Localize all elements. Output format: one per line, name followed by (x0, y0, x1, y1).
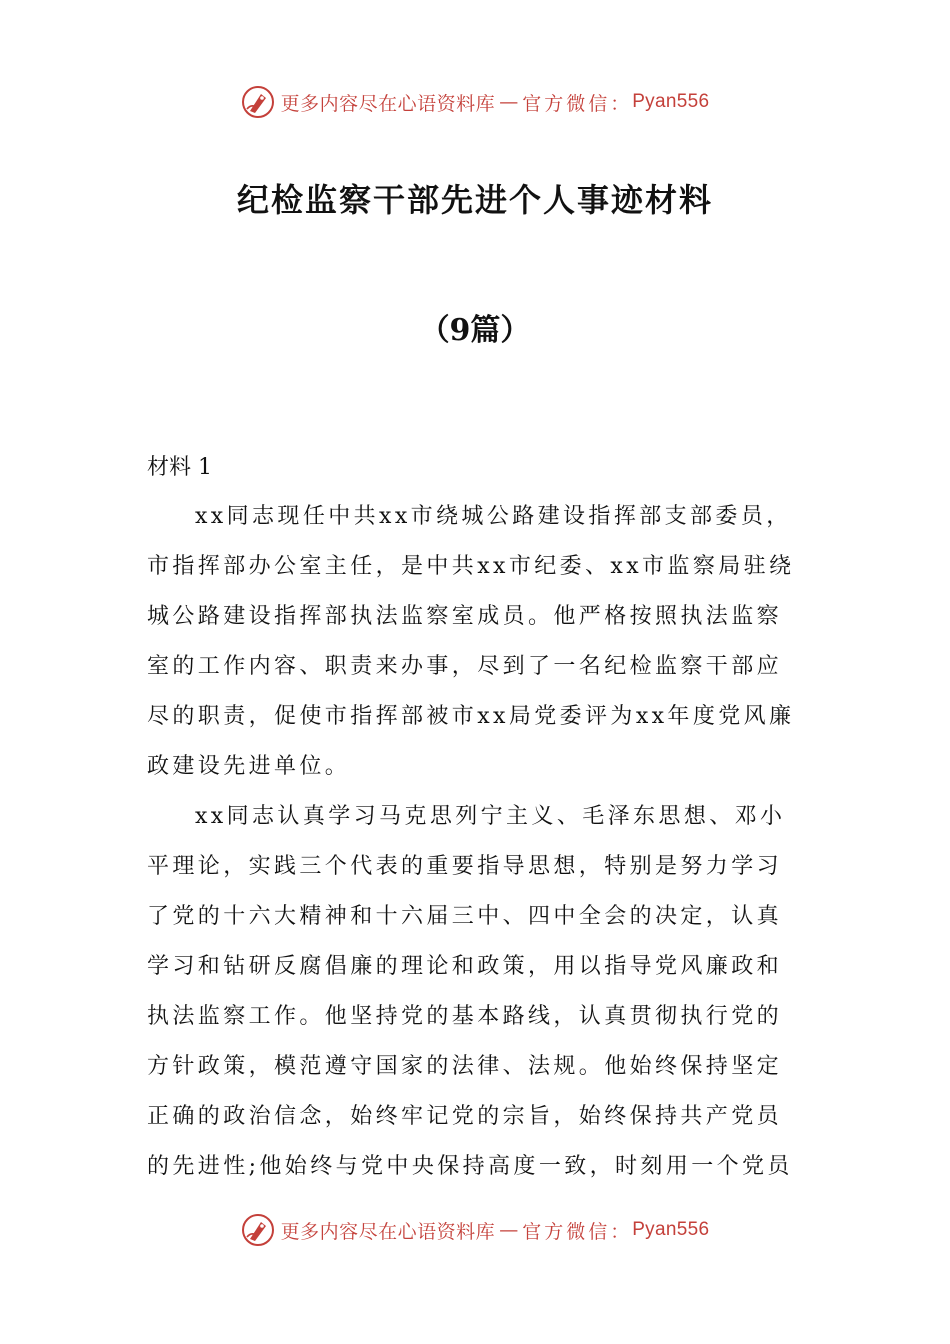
paragraph-line: 平理论，实践三个代表的重要指导思想，特别是努力学习 (147, 854, 783, 879)
watermark-wechat-id: Pyan556 (632, 1219, 710, 1240)
paragraph (147, 492, 803, 792)
section-label: 材料 1 (147, 455, 212, 480)
footer-watermark (0, 1210, 950, 1250)
watermark-site-text: 更多内容尽在心语资料库 (280, 1220, 496, 1243)
watermark-wechat-label: 官方微信： (522, 92, 633, 115)
paragraph-line: 政建设先进单位。 (147, 754, 351, 779)
paragraph-line: 城公路建设指挥部执法监察室成员。他严格按照执法监察 (147, 604, 783, 629)
paragraph-line: 室的工作内容、职责来办事，尽到了一名纪检监察干部应 (147, 654, 783, 679)
paragraph-line: 正确的政治信念，始终牢记党的宗旨，始终保持共产党员 (147, 1104, 783, 1129)
pen-nib-logo-icon (241, 85, 275, 119)
document-subtitle: （9篇） (419, 313, 531, 348)
document-title: 纪检监察干部先进个人事迹材料 (236, 181, 713, 219)
watermark-separator: — (499, 91, 519, 113)
paragraph (147, 792, 803, 1192)
watermark-wechat-label: 官方微信： (522, 1220, 633, 1243)
paragraph-line: 市指挥部办公室主任，是中共xx市纪委、xx市监察局驻绕 (147, 554, 795, 579)
paragraph-line: 学习和钻研反腐倡廉的理论和政策，用以指导党风廉政和 (147, 954, 783, 979)
paragraph-line: 执法监察工作。他坚持党的基本路线，认真贯彻执行党的 (147, 1004, 783, 1029)
header-watermark (0, 82, 950, 122)
watermark-site-text: 更多内容尽在心语资料库 (280, 92, 496, 115)
paragraph-line: 方针政策，模范遵守国家的法律、法规。他始终保持坚定 (147, 1054, 783, 1079)
watermark-wechat-id: Pyan556 (632, 91, 710, 112)
paragraph-line: xx同志现任中共xx市绕城公路建设指挥部支部委员， (195, 504, 792, 529)
document-body (147, 492, 803, 1192)
paragraph-line: 尽的职责，促使市指挥部被市xx局党委评为xx年度党风廉 (147, 704, 795, 729)
watermark-separator: — (499, 1219, 519, 1241)
paragraph-line: xx同志认真学习马克思列宁主义、毛泽东思想、邓小 (195, 804, 786, 829)
paragraph-line: 了党的十六大精神和十六届三中、四中全会的决定，认真 (147, 904, 783, 929)
pen-nib-logo-icon (241, 1213, 275, 1247)
paragraph-line: 的先进性;他始终与党中央保持高度一致，时刻用一个党员 (147, 1154, 793, 1179)
